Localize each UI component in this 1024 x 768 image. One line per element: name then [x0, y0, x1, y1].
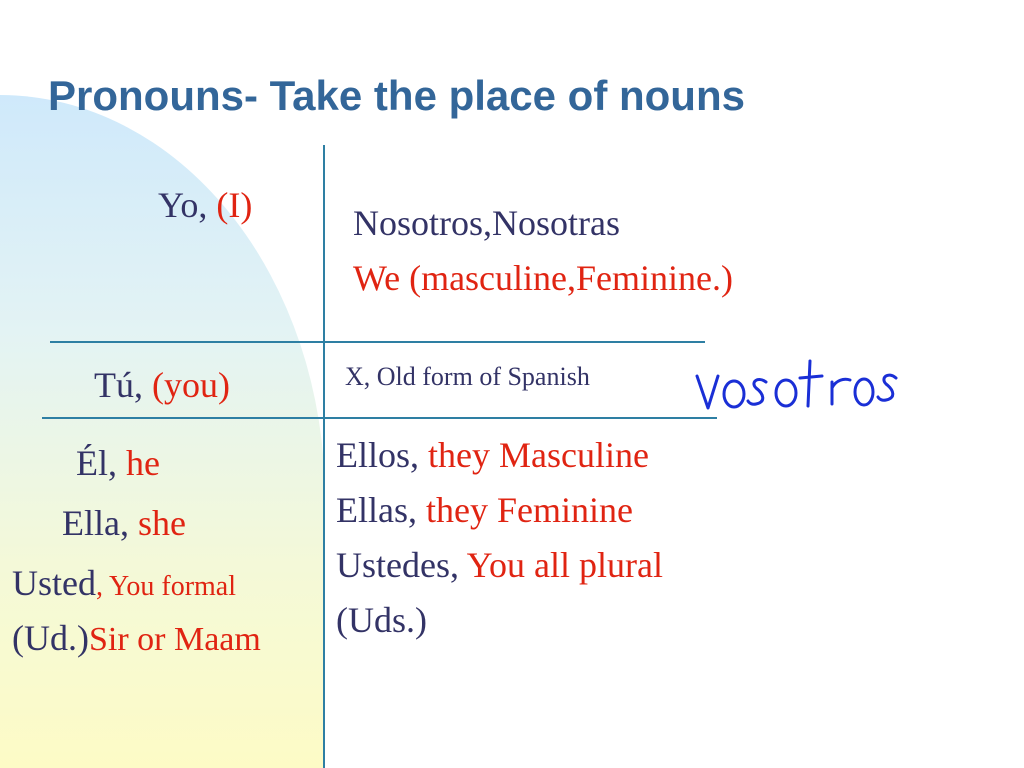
translation-nosotros: We (masculine,Feminine.) [353, 258, 733, 298]
cell-yo [158, 184, 252, 226]
cell-ellos [336, 434, 649, 476]
cell-ud [12, 617, 261, 659]
pronoun-ustedes: Ustedes, [336, 545, 467, 585]
translation-tu: (you) [152, 365, 230, 405]
pronoun-tu: Tú, [94, 365, 152, 405]
abbr-ud: (Ud.) [12, 618, 89, 658]
abbr-uds: (Uds.) [336, 600, 427, 640]
slide-title: Pronouns- Take the place of nouns [48, 72, 745, 119]
cell-ella [62, 502, 186, 544]
translation-ella: she [137, 503, 186, 543]
table-horizontal-divider-1 [50, 341, 705, 343]
translation-el: he [126, 443, 160, 483]
pronoun-ella: Ella, [62, 503, 138, 543]
pronoun-usted: Usted [12, 563, 96, 603]
cell-usted [12, 562, 236, 604]
pronoun-el: Él, [76, 443, 126, 483]
translation-ud: Sir or Maam [88, 621, 261, 658]
translation-ellos: they Masculine [428, 435, 649, 475]
pronoun-ellas: Ellas, [336, 490, 426, 530]
cell-tu [94, 364, 230, 406]
pronoun-yo: Yo, [158, 185, 217, 225]
translation-yo: (I) [216, 185, 253, 225]
cell-ellas [336, 489, 633, 531]
translation-usted: , You formal [96, 571, 237, 602]
pronoun-ellos: Ellos, [336, 435, 429, 475]
pronoun-nosotros: Nosotros,Nosotras [353, 203, 620, 243]
cell-el [76, 442, 160, 484]
handwritten-vosotros [694, 356, 899, 412]
vosotros-note: X, Old form of Spanish [345, 362, 590, 391]
translation-ustedes: You all plural [466, 545, 663, 585]
translation-ellas: they Feminine [425, 490, 633, 530]
table-vertical-divider [323, 145, 325, 768]
table-horizontal-divider-2 [42, 417, 717, 419]
cell-ustedes [336, 544, 663, 586]
